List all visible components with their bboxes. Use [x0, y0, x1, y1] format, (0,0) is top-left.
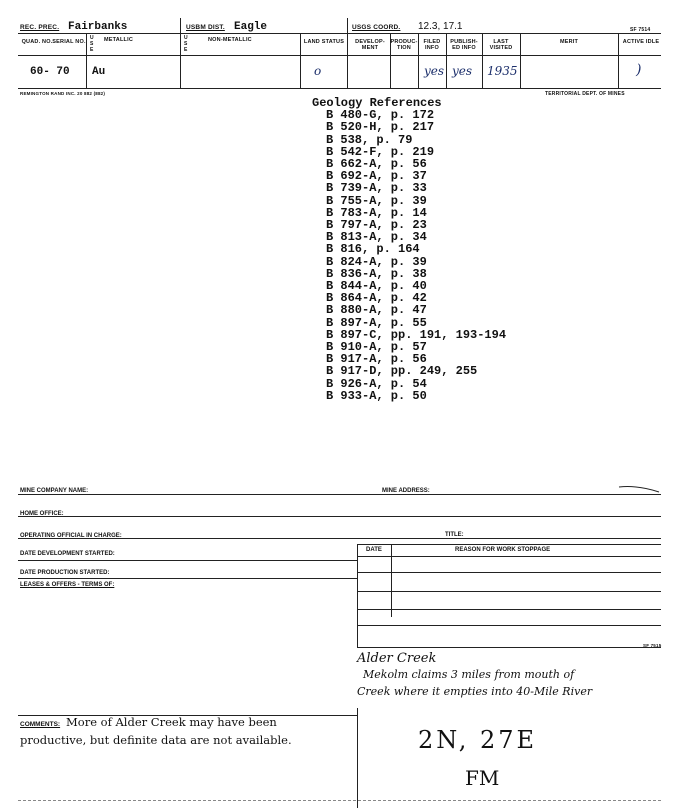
col-metallic: METALLIC	[104, 37, 133, 43]
note-title: Alder Creek	[357, 651, 437, 666]
note-line-1: Mekolm claims 3 miles from mouth of	[363, 668, 575, 681]
reference-item: B 917-A, p. 56	[326, 352, 427, 367]
metallic-value: Au	[92, 66, 106, 78]
col-last-visited: LAST VISITED	[489, 39, 513, 51]
quad-serial-value: 60- 70	[30, 66, 70, 78]
mine-company-name-label: MINE COMPANY NAME:	[20, 488, 89, 494]
form-number: SF 7514	[630, 27, 651, 33]
reference-item: B 824-A, p. 39	[326, 254, 427, 269]
active-idle-value: )	[636, 62, 642, 78]
usbm-dist-label: USBM DIST.	[186, 24, 225, 31]
reference-item: B 797-A, p. 23	[326, 218, 427, 233]
col-nonmetallic-use: U S E	[184, 35, 188, 53]
reference-item: B 662-A, p. 56	[326, 157, 427, 172]
comments-label: COMMENTS:	[20, 721, 61, 728]
form-number-2: SF 7515	[643, 643, 662, 648]
comments-line-2: productive, but definite data are not available.	[20, 733, 292, 747]
col-serial-no: SERIAL NO.	[52, 39, 86, 45]
territorial-dept: TERRITORIAL DEPT. OF MINES	[545, 91, 625, 97]
mine-address-label: MINE ADDRESS:	[382, 488, 430, 494]
reference-list	[312, 109, 506, 402]
reference-item: B 844-A, p. 40	[326, 279, 427, 294]
col-quad-no: QUAD. NO.	[21, 39, 53, 45]
col-filed-info: FILED INFO	[423, 39, 441, 51]
pen-stroke	[618, 484, 660, 494]
reference-item: B 917-D, pp. 249, 255	[326, 364, 478, 379]
col-metallic-use: U S E	[90, 35, 94, 53]
initials-note: FM	[465, 766, 500, 790]
col-published-info: PUBLISH- ED INFO	[450, 39, 478, 51]
usgs-coord-label: USGS COORD.	[352, 24, 401, 31]
col-merit: MERIT	[559, 39, 579, 45]
usgs-coord-value: 12.3, 17.1	[418, 21, 463, 32]
reference-item: B 755-A, p. 39	[326, 193, 427, 208]
reference-item: B 783-A, p. 14	[326, 205, 427, 220]
date-production-label: DATE PRODUCTION STARTED:	[20, 570, 110, 576]
reference-item: B 880-A, p. 47	[326, 303, 427, 318]
leases-offers-label: LEASES & OFFERS - TERMS OF:	[20, 582, 115, 588]
reference-item: B 480-G, p. 172	[326, 108, 435, 123]
reference-item: B 739-A, p. 33	[326, 181, 427, 196]
reference-item: B 926-A, p. 54	[326, 376, 427, 391]
col-development: DEVELOP- MENT	[355, 39, 385, 51]
reference-item: B 864-A, p. 42	[326, 291, 427, 306]
reference-item: B 910-A, p. 57	[326, 340, 427, 355]
reference-item: B 692-A, p. 37	[326, 169, 427, 184]
reference-item: B 542-F, p. 219	[326, 144, 435, 159]
filed-info-value: yes	[424, 64, 445, 78]
reference-item: B 520-H, p. 217	[326, 120, 435, 135]
reference-item: B 897-C, pp. 191, 193-194	[326, 327, 507, 342]
geology-title: Geology References	[312, 96, 442, 110]
rec-prec-value: Fairbanks	[68, 21, 128, 33]
published-info-value: yes	[452, 64, 473, 78]
home-office-label: HOME OFFICE:	[20, 511, 64, 517]
col-production: PRODUC- TION	[390, 39, 418, 51]
geology-references	[312, 97, 506, 402]
col-land-status: LAND STATUS	[303, 39, 345, 45]
reference-item: B 897-A, p. 55	[326, 315, 427, 330]
reference-item: B 538, p. 79	[326, 132, 413, 147]
last-visited-value: 1935	[487, 64, 518, 78]
operating-official-label: OPERATING OFFICIAL IN CHARGE:	[20, 533, 122, 539]
location-note: 2N, 27E	[418, 726, 538, 754]
reason-work-stoppage-label: REASON FOR WORK STOPPAGE	[455, 547, 551, 553]
col-nonmetallic: NON-METALLIC	[208, 37, 252, 43]
land-status-value: o	[314, 64, 322, 78]
note-line-2: Creek where it empties into 40-Mile River	[357, 685, 593, 698]
reference-item: B 836-A, p. 38	[326, 266, 427, 281]
reference-item: B 813-A, p. 34	[326, 230, 427, 245]
printer-line: REMINGTON RAND INC. 20 882 (882)	[20, 91, 106, 96]
col-active-idle: ACTIVE IDLE	[622, 39, 660, 45]
comments-line-1: More of Alder Creek may have been	[66, 715, 277, 729]
title-label: TITLE:	[445, 532, 464, 538]
reference-item: B 816, p. 164	[326, 242, 420, 257]
usbm-dist-value: Eagle	[234, 21, 268, 33]
date-col-label: DATE	[366, 547, 382, 553]
rec-prec-label: REC. PREC.	[20, 24, 60, 31]
reference-item: B 933-A, p. 50	[326, 388, 427, 403]
date-development-label: DATE DEVELOPMENT STARTED:	[20, 551, 115, 557]
